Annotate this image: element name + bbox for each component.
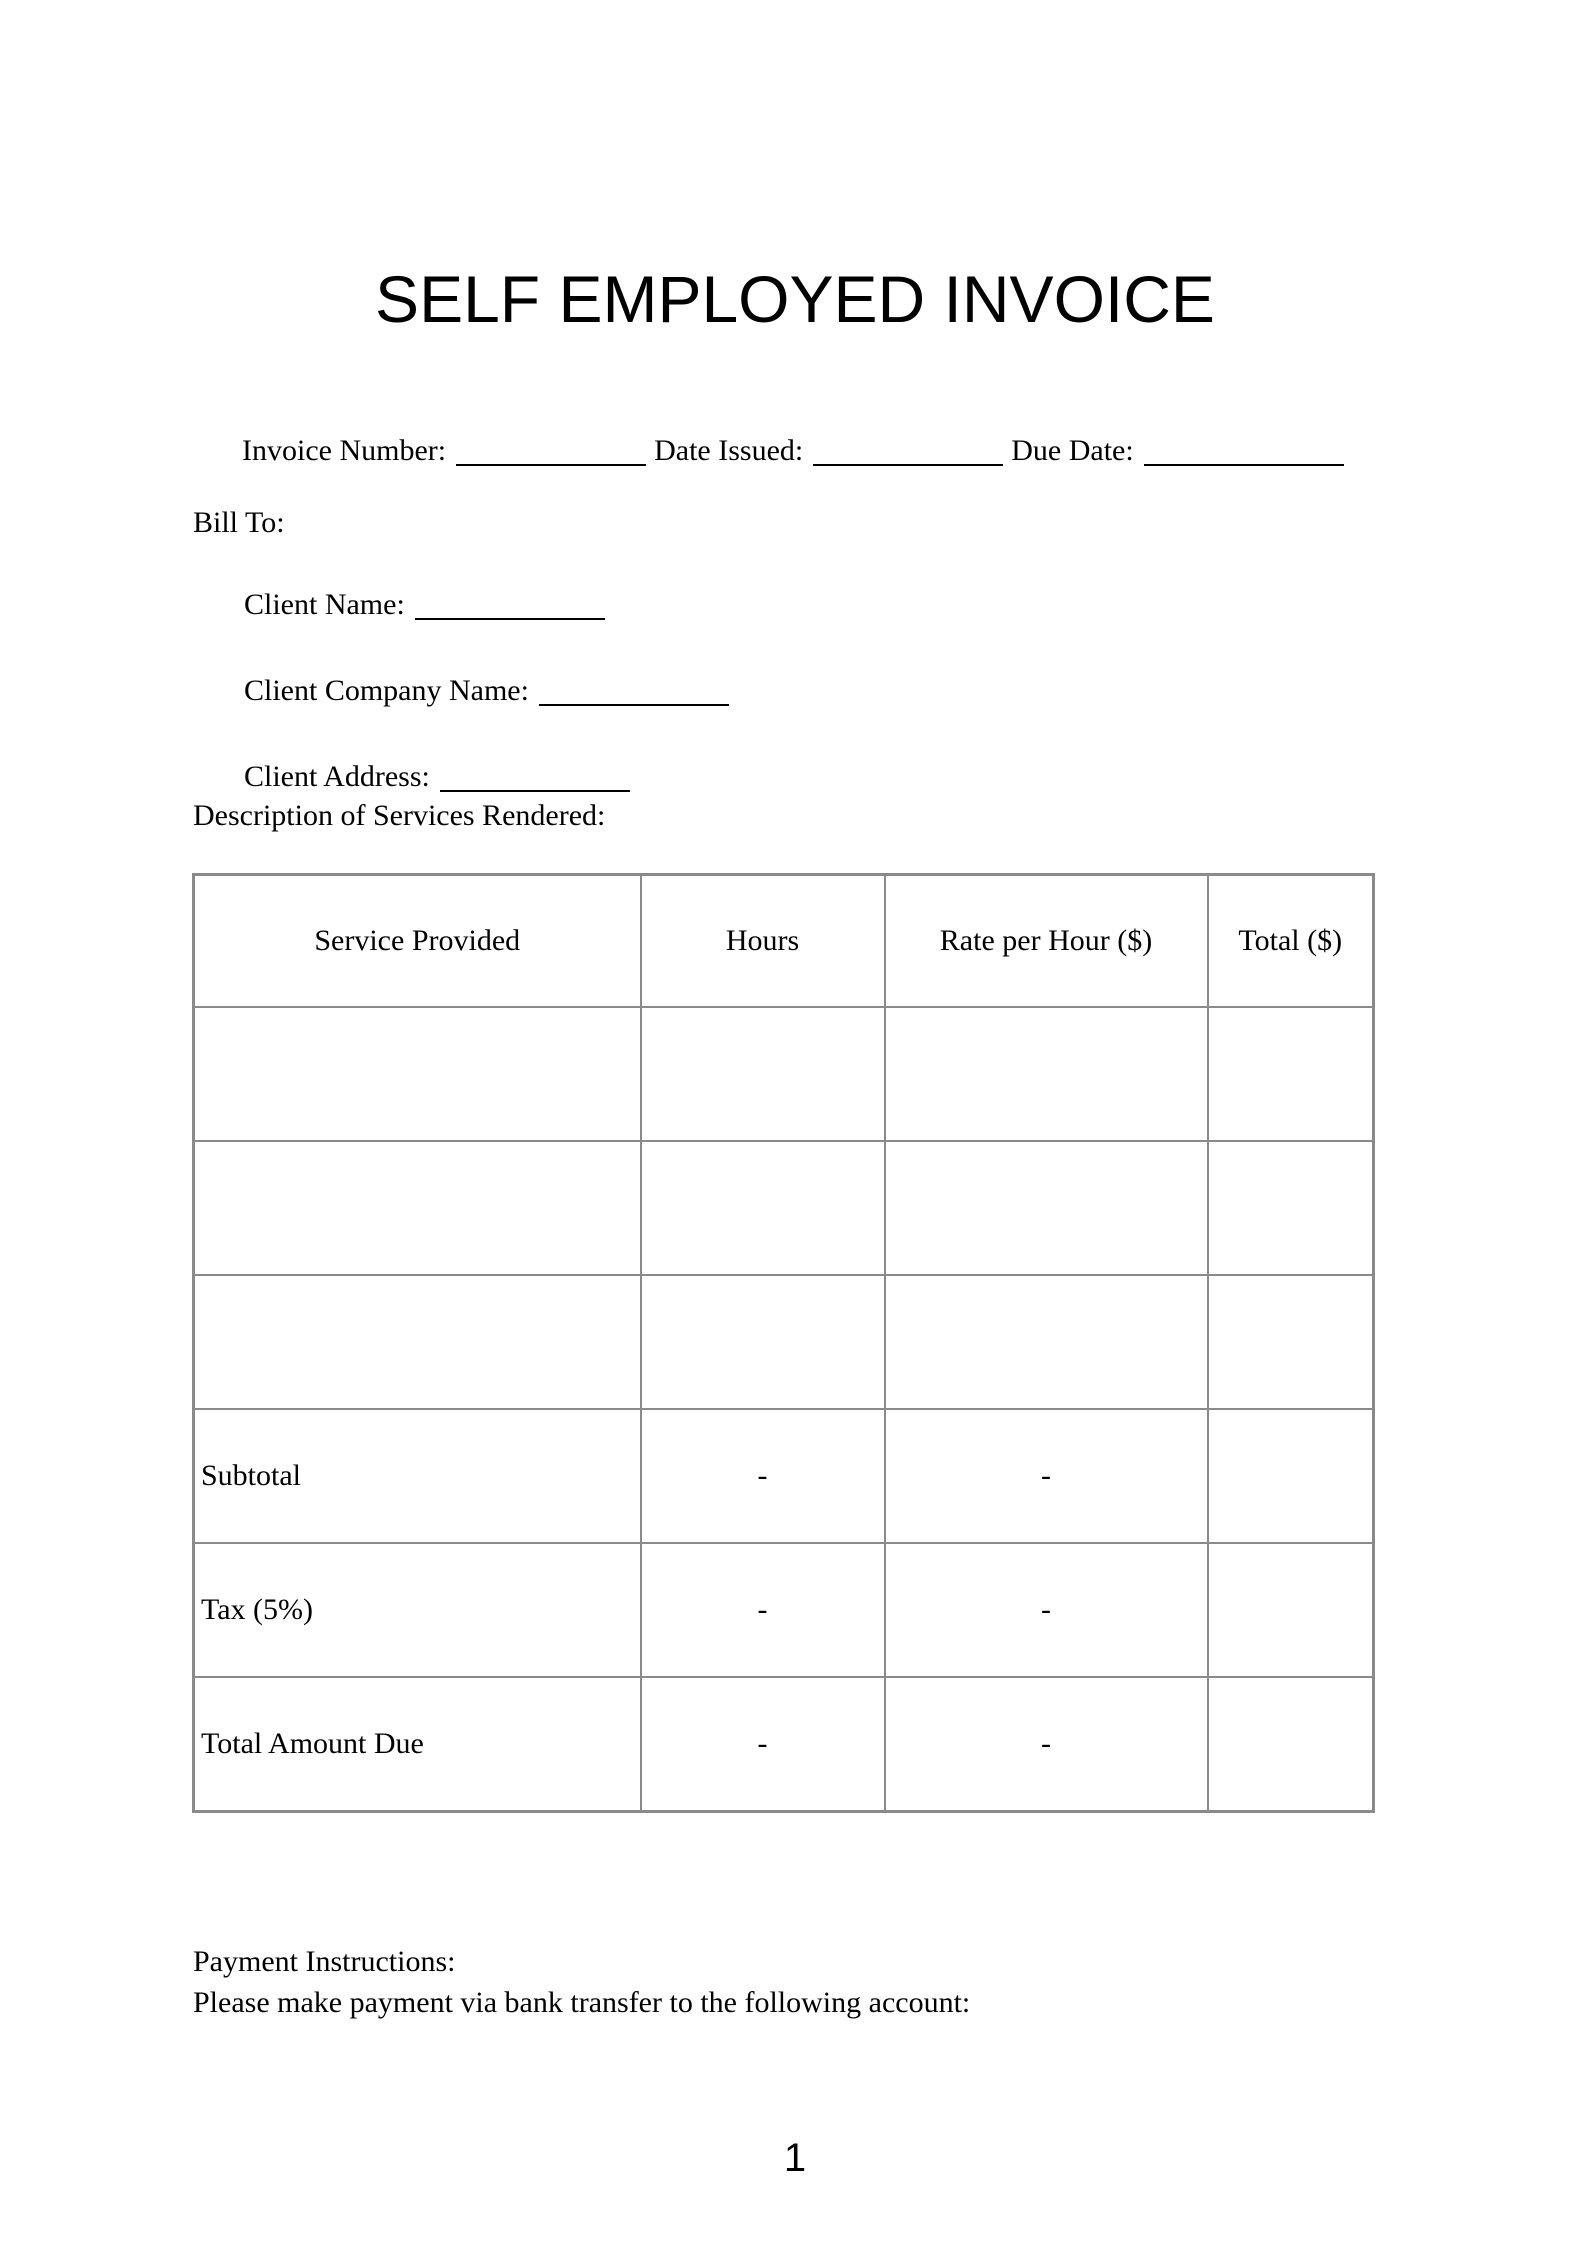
subtotal-label: Subtotal xyxy=(194,1409,641,1543)
tax-label: Tax (5%) xyxy=(194,1543,641,1677)
tax-total-value[interactable] xyxy=(1208,1543,1374,1677)
column-header-hours: Hours xyxy=(641,875,885,1008)
tax-rate-value: - xyxy=(885,1543,1208,1677)
services-table xyxy=(192,873,1375,1813)
subtotal-total-value[interactable] xyxy=(1208,1409,1374,1543)
services-table-header-row xyxy=(194,875,1374,1008)
date-issued-label: Date Issued: xyxy=(654,434,804,467)
invoice-number-label: Invoice Number: xyxy=(242,434,447,467)
table-row xyxy=(194,1275,1374,1409)
client-company-name-label: Client Company Name: xyxy=(244,674,529,707)
rate-cell[interactable] xyxy=(885,1275,1208,1409)
document-title: SELF EMPLOYED INVOICE xyxy=(375,262,1215,336)
page-number: 1 xyxy=(783,2136,807,2180)
client-name-field[interactable] xyxy=(415,592,605,620)
rate-cell[interactable] xyxy=(885,1141,1208,1275)
client-company-name-line xyxy=(244,672,737,708)
total-cell[interactable] xyxy=(1208,1275,1374,1409)
total-amount-due-total-value[interactable] xyxy=(1208,1677,1374,1812)
total-cell[interactable] xyxy=(1208,1007,1374,1141)
invoice-number-field[interactable] xyxy=(456,438,646,466)
hours-cell[interactable] xyxy=(641,1275,885,1409)
due-date-field[interactable] xyxy=(1144,438,1344,466)
column-header-rate-per-hour: Rate per Hour ($) xyxy=(885,875,1208,1008)
tax-hours-value: - xyxy=(641,1543,885,1677)
hours-cell[interactable] xyxy=(641,1007,885,1141)
subtotal-row xyxy=(194,1409,1374,1543)
total-amount-due-label: Total Amount Due xyxy=(194,1677,641,1812)
bill-to-heading: Bill To: xyxy=(193,506,285,539)
subtotal-hours-value: - xyxy=(641,1409,885,1543)
table-row xyxy=(194,1007,1374,1141)
payment-instructions-line: Please make payment via bank transfer to the following account: xyxy=(193,1986,971,2019)
client-company-name-field[interactable] xyxy=(539,678,729,706)
payment-instructions-block xyxy=(193,1941,970,2023)
total-amount-due-row xyxy=(194,1677,1374,1812)
due-date-label: Due Date: xyxy=(1011,434,1134,467)
rate-cell[interactable] xyxy=(885,1007,1208,1141)
column-header-total: Total ($) xyxy=(1208,875,1374,1008)
service-cell[interactable] xyxy=(194,1007,641,1141)
client-name-label: Client Name: xyxy=(244,588,405,621)
client-address-field[interactable] xyxy=(440,764,630,792)
total-amount-due-rate-value: - xyxy=(885,1677,1208,1812)
subtotal-rate-value: - xyxy=(885,1409,1208,1543)
invoice-meta-line xyxy=(242,432,1352,468)
total-cell[interactable] xyxy=(1208,1141,1374,1275)
client-address-label: Client Address: xyxy=(244,760,430,793)
service-cell[interactable] xyxy=(194,1275,641,1409)
tax-row xyxy=(194,1543,1374,1677)
client-name-line xyxy=(244,586,613,622)
table-row xyxy=(194,1141,1374,1275)
services-heading: Description of Services Rendered: xyxy=(193,799,606,832)
payment-instructions-heading: Payment Instructions: xyxy=(193,1945,456,1978)
column-header-service-provided: Service Provided xyxy=(194,875,641,1008)
service-cell[interactable] xyxy=(194,1141,641,1275)
hours-cell[interactable] xyxy=(641,1141,885,1275)
date-issued-field[interactable] xyxy=(813,438,1003,466)
client-address-line xyxy=(244,758,638,794)
total-amount-due-hours-value: - xyxy=(641,1677,885,1812)
